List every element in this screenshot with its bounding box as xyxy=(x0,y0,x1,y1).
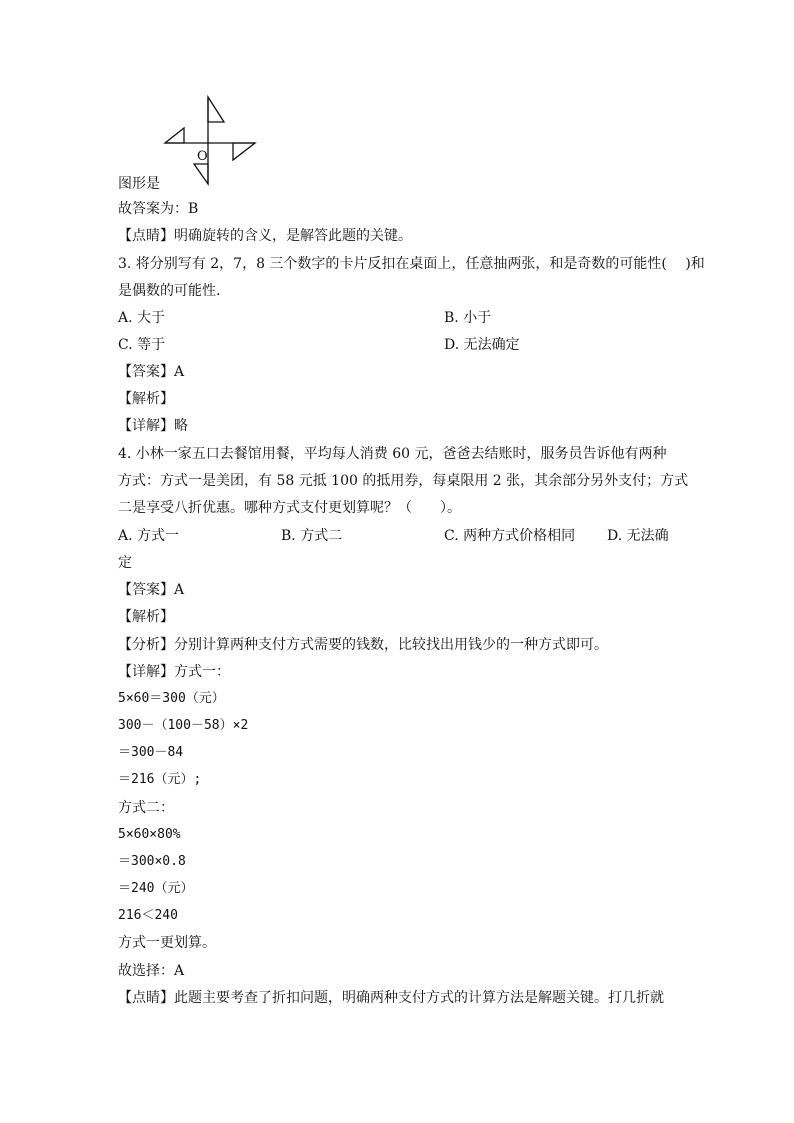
q4-option-c: C. 两种方式价格相同 xyxy=(444,528,576,544)
q3-option-c: C. 等于 xyxy=(118,337,166,353)
q3-option-a: A. 大于 xyxy=(118,310,166,326)
calc-line-2: 300－（100－58）×2 xyxy=(118,718,249,733)
q4-answer: 【答案】A xyxy=(118,582,185,598)
calc-line-7: ＝240（元） xyxy=(118,881,194,896)
q3-stem-line2: 是偶数的可能性. xyxy=(118,283,221,299)
rotation-figure xyxy=(160,94,260,189)
figure-flag-right xyxy=(233,143,255,160)
q4-option-a: A. 方式一 xyxy=(118,528,180,544)
q4-select: 故选择：A xyxy=(118,963,185,979)
calc-line-5: 5×60×80% xyxy=(118,827,181,842)
q3-stem-line1: 3. 将分别写有 2，7，8 三个数字的卡片反扣在桌面上，任意抽两张，和是奇数的可能性( )和 xyxy=(118,256,705,272)
q4-stem-line3: 二是享受八折优惠。哪种方式支付更划算呢？（ ）。 xyxy=(118,500,461,516)
way2-heading: 方式二： xyxy=(118,800,174,816)
q4-option-d: D. 无法确 xyxy=(607,528,669,544)
q4-detail: 【详解】方式一： xyxy=(118,664,230,680)
figure-caption: 图形是 xyxy=(118,176,160,192)
q3-answer: 【答案】A xyxy=(118,364,185,380)
calc-line-3: ＝300－84 xyxy=(118,745,184,760)
calc-line-6: ＝300×0.8 xyxy=(118,854,186,869)
q3-option-d: D. 无法确定 xyxy=(444,337,520,353)
q2-answer: 故答案为：B xyxy=(118,201,199,217)
q4-option-b: B. 方式二 xyxy=(281,528,343,544)
figure-flag-left xyxy=(165,128,184,143)
conclusion: 方式一更划算。 xyxy=(118,935,216,951)
figure-flag-top xyxy=(208,97,224,122)
q4-option-d-wrap: 定 xyxy=(118,555,132,571)
q4-note: 【点睛】此题主要考查了折扣问题，明确两种支付方式的计算方法是解题关键。打几折就 xyxy=(118,990,664,1006)
figure-center-label: O xyxy=(197,149,208,164)
q3-analysis-heading: 【解析】 xyxy=(118,391,174,407)
q4-analysis-heading: 【解析】 xyxy=(118,609,174,625)
q3-option-b: B. 小于 xyxy=(444,310,492,326)
calc-line-1: 5×60＝300（元） xyxy=(118,691,225,706)
figure-flag-bottom xyxy=(194,164,208,184)
q4-stem-line2: 方式：方式一是美团，有 58 元抵 100 的抵用券，每桌限用 2 张，其余部分另外支付；方式 xyxy=(118,473,689,489)
q4-stem-line1: 4. 小林一家五口去餐馆用餐，平均每人消费 60 元，爸爸去结账时，服务员告诉他有两种 xyxy=(118,446,667,462)
calc-compare: 216＜240 xyxy=(118,908,178,923)
q2-note: 【点睛】明确旋转的含义，是解答此题的关键。 xyxy=(118,228,412,244)
calc-line-4: ＝216（元）; xyxy=(118,772,202,787)
q4-fenxi: 【分析】分别计算两种支付方式需要的钱数，比较找出用钱少的一种方式即可。 xyxy=(118,637,608,653)
q3-detail: 【详解】略 xyxy=(118,418,188,434)
